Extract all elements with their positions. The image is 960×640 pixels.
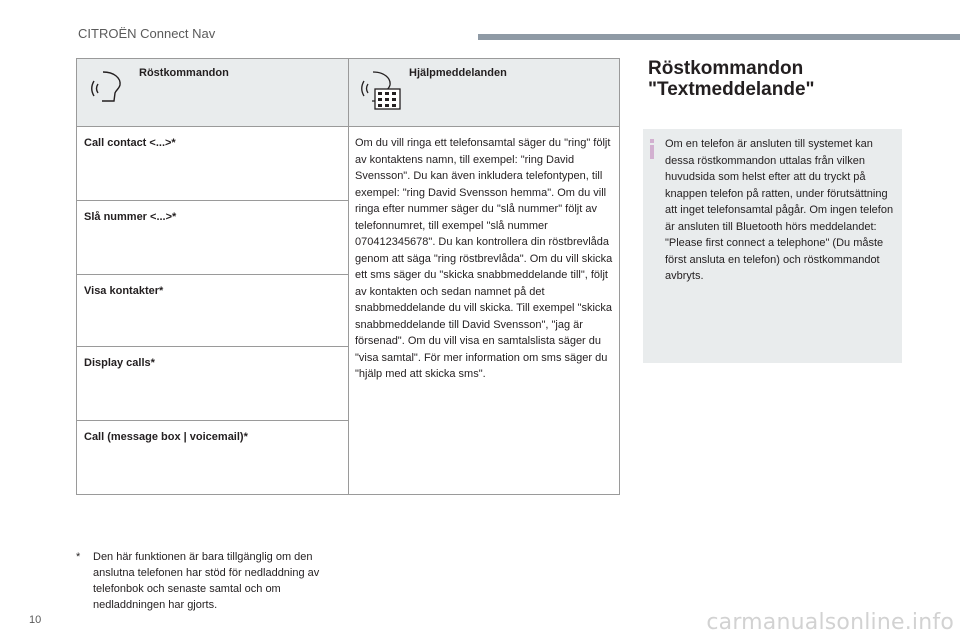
info-box — [643, 129, 902, 363]
help-messages-header — [349, 59, 619, 127]
voice-command-table — [76, 58, 620, 495]
watermark: carmanualsonline.info — [706, 610, 954, 635]
voice-help-keypad-icon — [359, 69, 403, 118]
section-title: Röstkommandon "Textmeddelande" — [648, 58, 815, 100]
table-row — [77, 275, 348, 347]
command-label: Display calls* — [84, 357, 155, 369]
footnote-text: Den här funktionen är bara tillgänglig om den anslutna telefonen har stöd för nedladdning av telefonbok och senaste samtal och om nedladdningen har gjorts. — [93, 551, 320, 611]
header-title: CITROËN Connect Nav — [78, 26, 216, 41]
voice-commands-column — [77, 59, 349, 494]
help-messages-header-label: Hjälpmeddelanden — [409, 67, 507, 79]
footnote — [76, 549, 336, 613]
help-messages-column — [349, 59, 619, 494]
table-row — [77, 421, 348, 494]
help-message-text: Om du vill ringa ett telefonsamtal säger du "ring" följt av kontaktens namn, till exempel: "ring David Svensson". Du kan även inkludera telefontypen, till exempel: "ring David Svensson hemma". Om du vill ringa efter nummer säger du "slå nummer" följt av telefonnumret, till exempel "slå nummer 070412345678". Du kan kontrollera din röstbrevlåda genom att säga "ring röstbrevlåda". Om du vill skicka ett sms säger du "skicka snabbmeddelande till", följt av kontakten och sedan namnet på det snabbmeddelande du vill skicka. Till exempel "skicka snabbmeddelande till David Svensson", "jag är försenad". Om du vill visa en samtalslista säger du "visa samtal". För mer information om sms säger du "hjälp med att skicka sms". — [355, 137, 613, 380]
command-label: Visa kontakter* — [84, 285, 164, 297]
info-text: Om en telefon är ansluten till systemet kan dessa röstkommandon uttalas från vilken huvudsida som helst efter att du tryckt på knappen telefon på ratten, under förutsättning att inget telefonsamtal pågår. Om ingen telefon är ansluten till Bluetooth hörs meddelandet: "Please first connect a telephone" (Du måste först ansluta en telefon) och röstkommandot avbryts. — [665, 138, 894, 282]
table-row — [77, 127, 348, 201]
voice-commands-header-label: Röstkommandon — [139, 67, 229, 79]
page-number: 10 — [29, 614, 42, 626]
command-label: Call (message box | voicemail)* — [84, 431, 248, 443]
voice-commands-header — [77, 59, 348, 127]
table-row — [77, 201, 348, 275]
footnote-marker: * — [76, 551, 81, 563]
table-row — [77, 347, 348, 421]
info-icon — [650, 139, 654, 159]
voice-command-icon — [89, 69, 123, 108]
header-bar — [478, 34, 960, 40]
command-label: Slå nummer <...>* — [84, 211, 177, 223]
command-label: Call contact <...>* — [84, 137, 176, 149]
